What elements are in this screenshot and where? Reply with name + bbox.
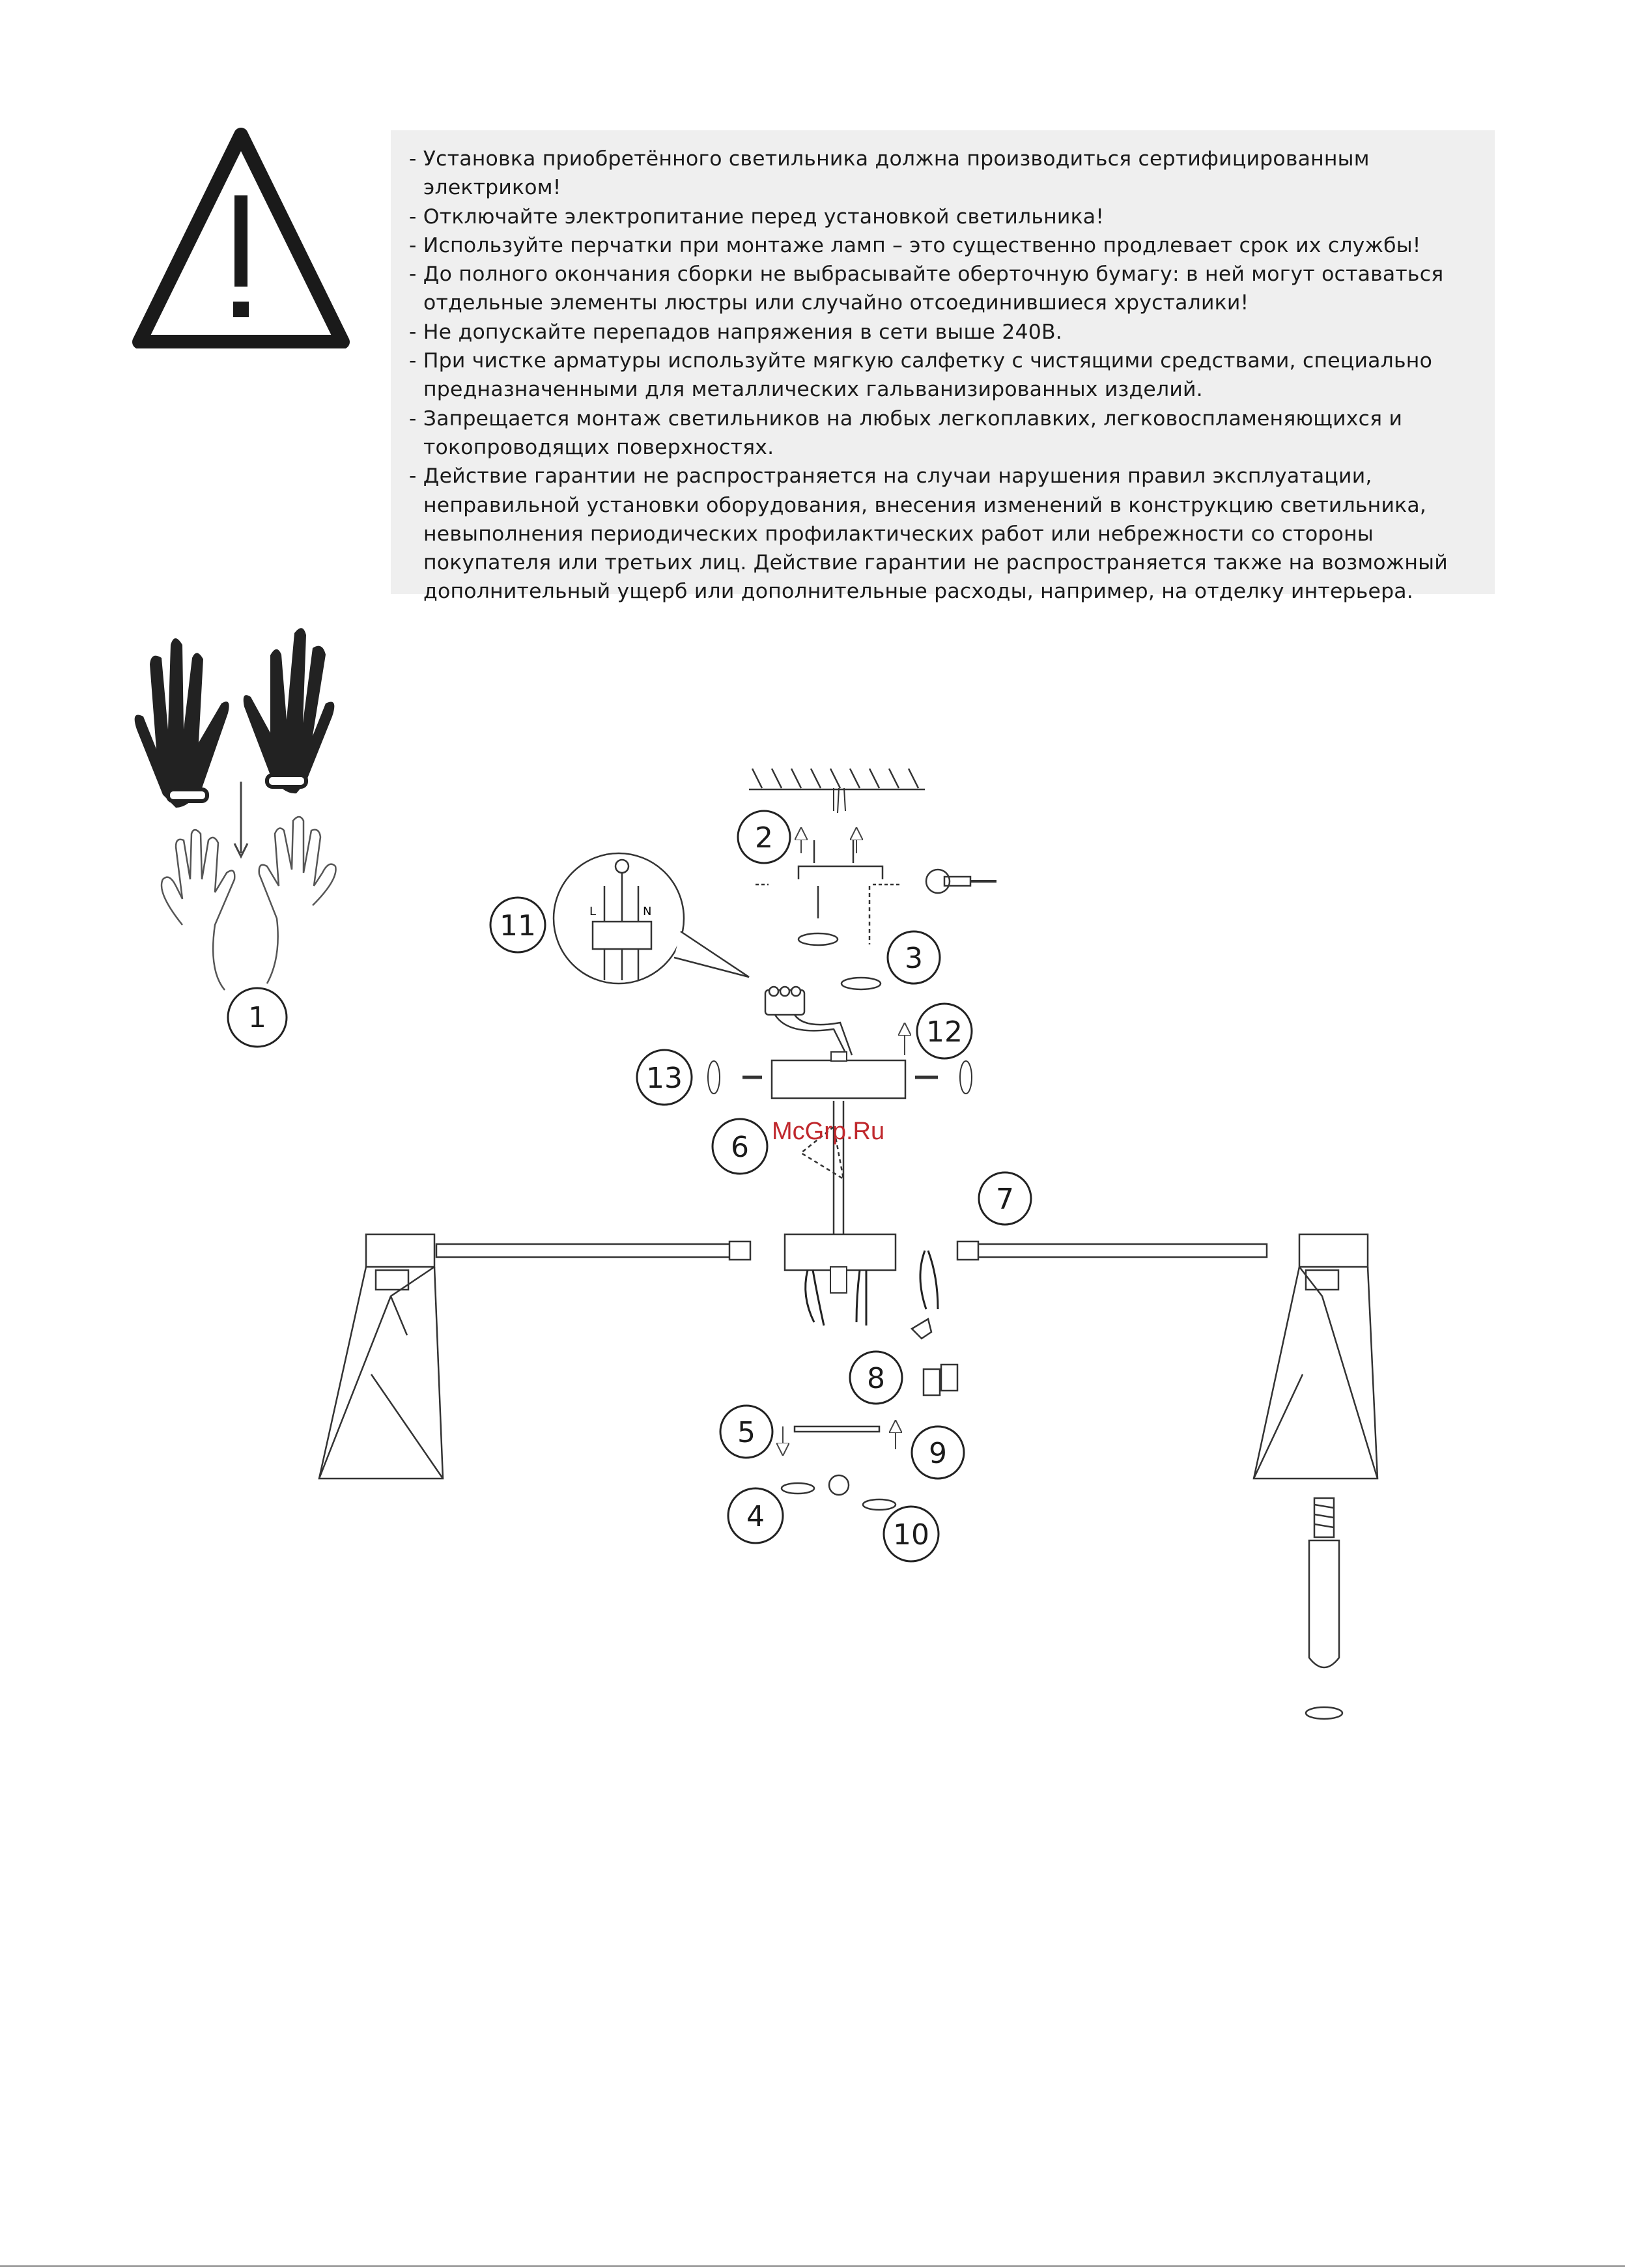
- step-12-label: 12: [926, 1015, 963, 1049]
- warning-item: - Не допускайте перепадов напряжения в сети выше 240В.: [409, 320, 1063, 344]
- warning-item: - Установка приобретённого светильника должна производиться сертифицированным электриком!: [409, 147, 1376, 200]
- step-1-label: 1: [248, 1001, 266, 1034]
- warning-item: - При чистке арматуры используйте мягкую салфетку с чистящими средствами, специально предназначенными для металлических гальванизированных изделий.: [409, 349, 1439, 402]
- step-7-label: 7: [996, 1183, 1014, 1216]
- right-arm: [957, 1241, 1267, 1260]
- step-11-label: 11: [500, 909, 536, 943]
- assembly-diagram: [293, 749, 1433, 1739]
- step-6-label: 6: [731, 1131, 749, 1164]
- step-5-label: 5: [737, 1416, 756, 1449]
- lamp-bulb-icon: [1306, 1498, 1342, 1719]
- wiring-detail-circle: [554, 853, 749, 984]
- ceiling-hatch: [749, 769, 925, 813]
- warning-item: - До полного окончания сборки не выбрасывайте оберточную бумагу: в ней могут оставаться отдельные элементы люстры или случайно отсоединившиеся хрусталики!: [409, 262, 1450, 315]
- page-bottom-rule: [0, 2265, 1625, 2267]
- warning-item: - Запрещается монтаж светильников на любых легкоплавких, легковоспламеняющихся и токопроводящих поверхностях.: [409, 406, 1409, 459]
- step-4-label: 4: [746, 1500, 765, 1533]
- down-arrow-icon: [234, 782, 247, 857]
- step-9-label: 9: [929, 1437, 947, 1470]
- safety-notice-box: [391, 130, 1495, 604]
- warning-triangle-icon: [130, 127, 352, 348]
- step-10-label: 10: [893, 1518, 929, 1552]
- watermark: McGrp.Ru: [772, 1118, 885, 1145]
- canopy: [772, 1060, 905, 1098]
- left-lamp-shade: [319, 1234, 443, 1479]
- warning-item: - Используйте перчатки при монтаже ламп – это существенно продлевает срок их службы!: [409, 233, 1421, 257]
- step-13-label: 13: [646, 1062, 683, 1095]
- left-arm: [436, 1241, 750, 1260]
- terminal-neutral-label: N: [643, 905, 652, 918]
- canopy-screw-left: [708, 1061, 762, 1094]
- terminal-block: [765, 987, 852, 1055]
- step-3-label: 3: [905, 942, 923, 975]
- terminal-live-label: L: [589, 905, 597, 918]
- hub-nut: [830, 1267, 847, 1293]
- canopy-nut: [831, 1052, 847, 1061]
- small-parts: [782, 1319, 957, 1510]
- step-8-label: 8: [867, 1362, 885, 1395]
- canopy-screw-right: [915, 1061, 972, 1094]
- step-2-label: 2: [755, 821, 773, 855]
- right-lamp-shade: [1254, 1234, 1378, 1479]
- mounting-bracket: [756, 840, 996, 989]
- central-hub: [785, 1234, 896, 1270]
- warning-item: - Действие гарантии не распространяется на случаи нарушения правил эксплуатации, неправильной установки оборудования, внесения изменений в конструкцию светильника, невыполнения периодических профилактических работ или небрежности со стороны покупателя или третьих лиц. Действие гарантии не распространяется также на возможный дополнительный ущерб или дополнительные расходы, например, на отделку интерьера.: [409, 464, 1455, 604]
- warning-item: - Отключайте электропитание перед установкой светильника!: [409, 205, 1105, 229]
